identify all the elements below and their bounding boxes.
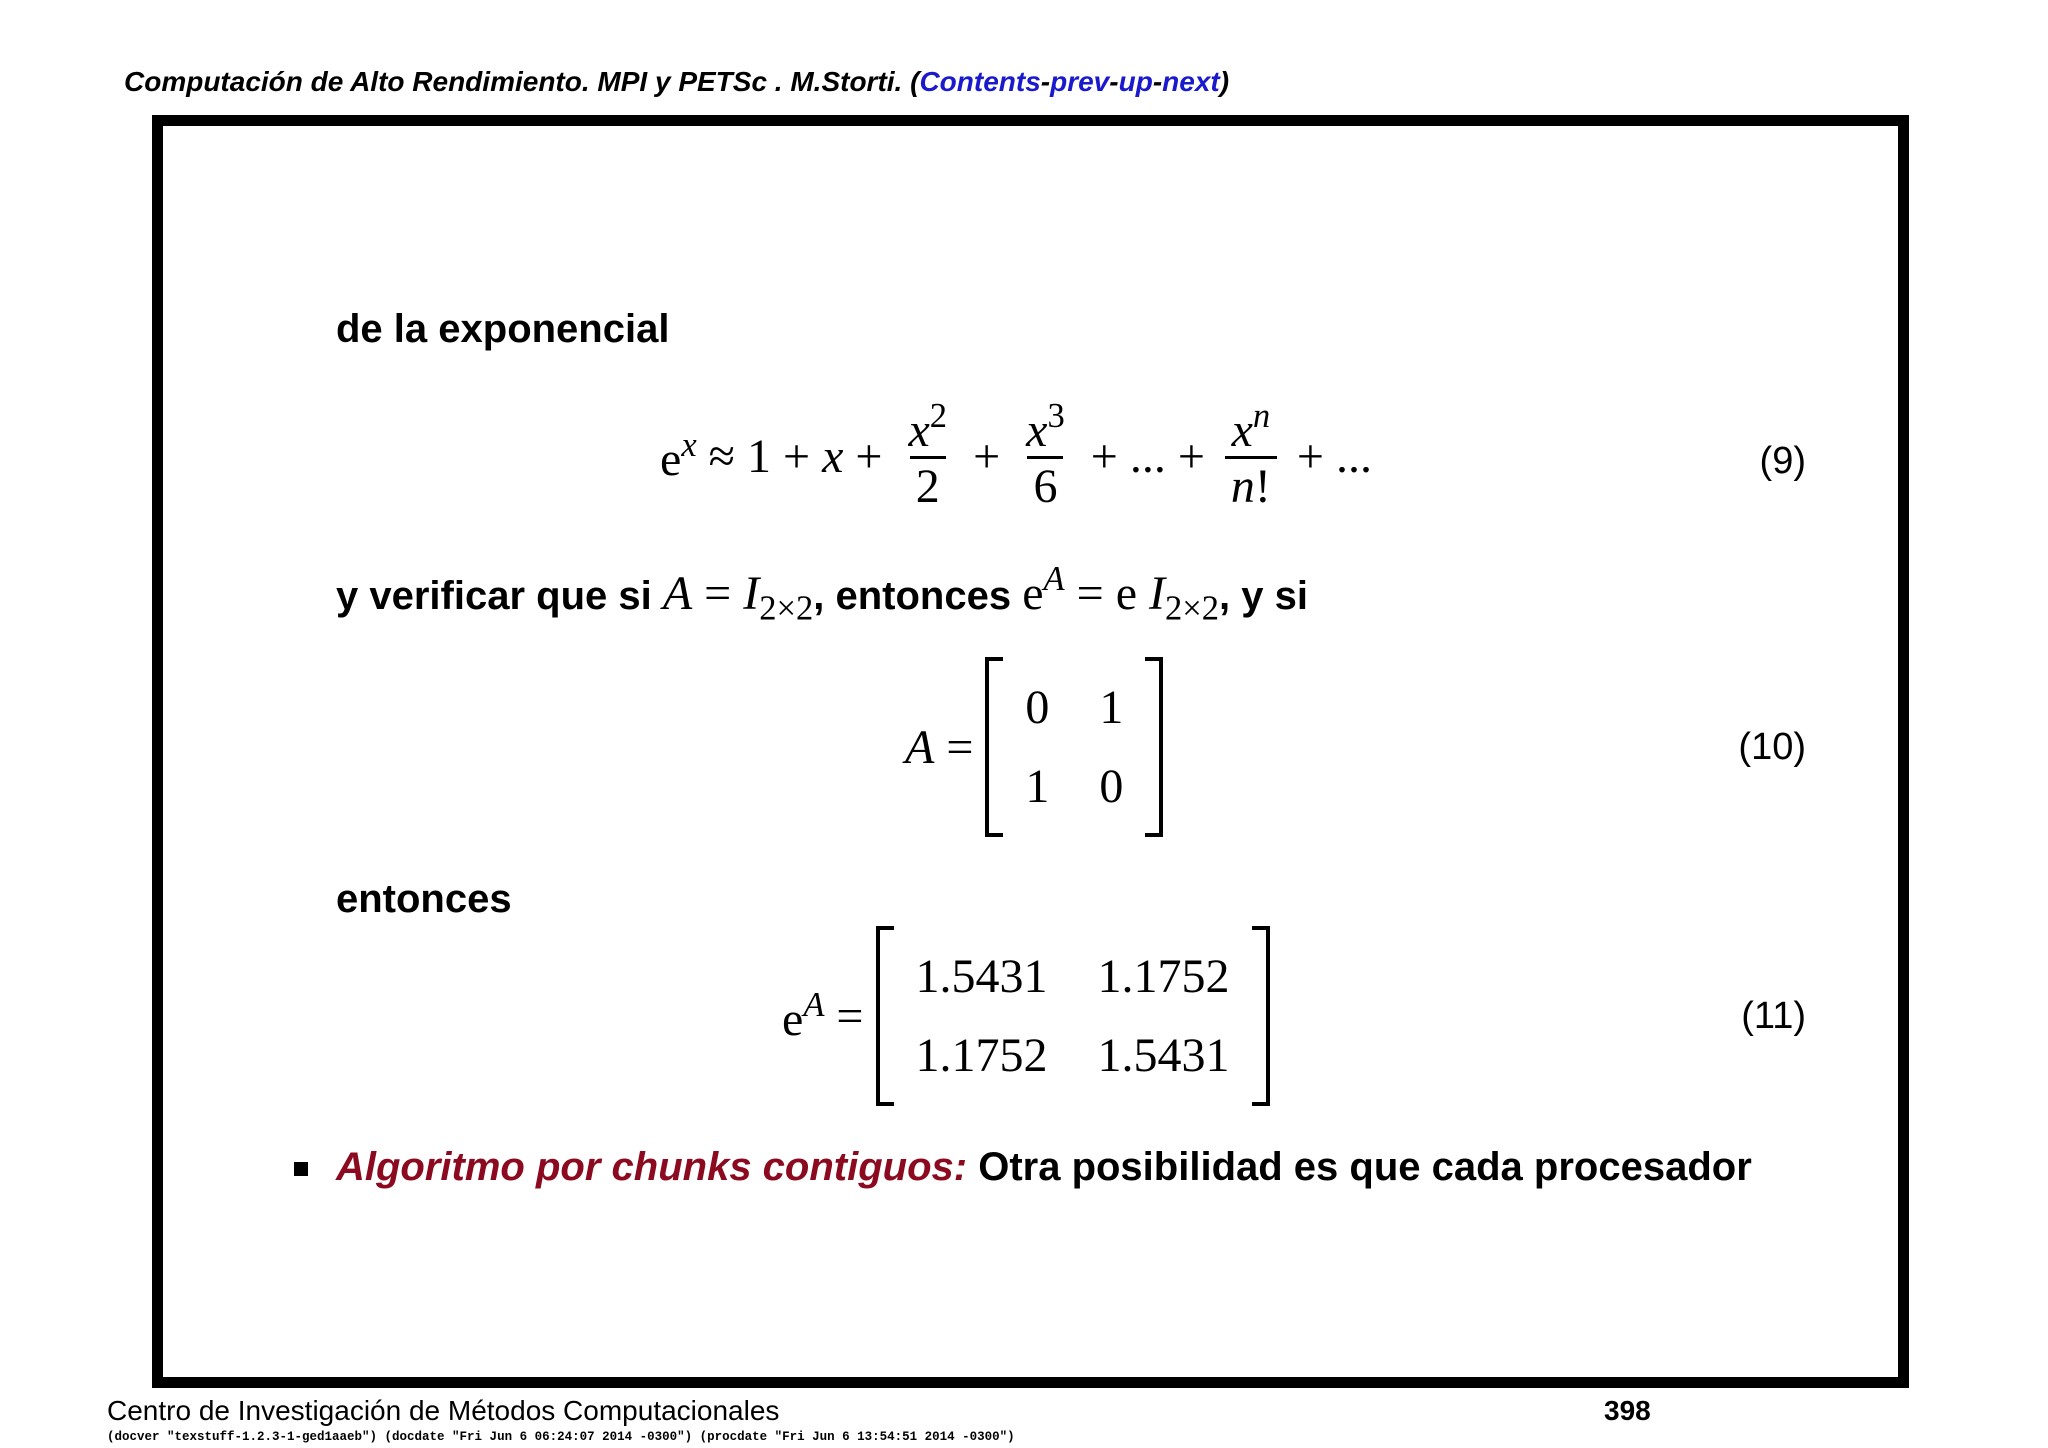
eq9-dots: ... (1129, 429, 1166, 483)
line2-part2: , entonces (813, 574, 1023, 618)
nav-next-link[interactable]: next (1162, 66, 1220, 97)
eq9-plus: + (1177, 429, 1205, 483)
equation-number-10: (10) (1738, 726, 1806, 768)
equation-11 (782, 926, 1270, 1106)
eq9-plus: + (973, 429, 1001, 483)
eq9-plus: + (1296, 429, 1324, 483)
line2-math-2: $e^A = e$ $I_{2\times 2}$ (1022, 560, 1220, 628)
text-verificar (336, 560, 1308, 628)
bullet-highlight: Algoritmo por chunks contiguos: (336, 1145, 968, 1189)
eq9-approx: ≈ (708, 429, 735, 483)
eq10-equals: = (946, 720, 974, 774)
eq11-equals: = (836, 989, 864, 1043)
matrix-A (1003, 680, 1145, 814)
matrix-cell: 1.5431 (1097, 1029, 1230, 1082)
eq10-lhs: A (905, 720, 935, 774)
eq9-plus: + (1090, 429, 1118, 483)
matrix-right-bracket (1252, 926, 1270, 1106)
eq11-lhs: $e^A$ (782, 985, 825, 1046)
matrix-cell: 1.1752 (1097, 950, 1230, 1003)
line2-part1: y verificar que si (336, 574, 663, 618)
eq9-one: 1 (747, 429, 771, 483)
nav-separator: - (1152, 66, 1163, 97)
line2-math-1: $A = I_{2\times 2}$ (662, 567, 814, 628)
matrix-left-bracket (876, 926, 894, 1106)
matrix-cell: 1.1752 (915, 1029, 1048, 1082)
footer-page-number: 398 (1604, 1395, 1651, 1426)
header-close-paren: ) (1219, 66, 1230, 97)
matrix-eA (894, 949, 1252, 1083)
eq9-plus: + (783, 429, 811, 483)
bullet-square-icon (294, 1162, 308, 1176)
nav-separator: - (1109, 66, 1119, 97)
nav-up-link[interactable]: up (1118, 66, 1153, 97)
eq9-term-xn: $\frac{x^n}{n!}$ (1225, 398, 1277, 515)
equation-10 (905, 657, 1163, 837)
eq9-term-x2: $\frac{x^2}{2}$ (908, 396, 948, 514)
nav-contents-link[interactable]: Contents (919, 66, 1041, 97)
header-title: Computación de Alto Rendimiento. MPI y PETSc . M.Storti. ( (124, 66, 920, 97)
eq9-term-x3: $\frac{x^3}{6}$ (1026, 396, 1065, 514)
text-de-la-exponencial: de la exponencial (336, 307, 670, 351)
text-entonces: entonces (336, 877, 512, 921)
bullet-text: Otra posibilidad es que cada procesador (967, 1145, 1752, 1189)
line2-part3: , y si (1219, 574, 1308, 618)
page-header (124, 66, 1229, 98)
footer-institution: Centro de Investigación de Métodos Computacionales (107, 1395, 780, 1426)
equation-number-9: (9) (1759, 440, 1806, 482)
matrix-cell: 1.5431 (915, 950, 1048, 1003)
nav-prev-link[interactable]: prev (1050, 66, 1110, 97)
matrix-cell: 0 (1025, 681, 1050, 734)
eq9-lhs: $e^x$ (660, 425, 697, 486)
matrix-left-bracket (985, 657, 1003, 837)
eq9-plus: + (855, 429, 883, 483)
nav-separator: - (1040, 66, 1051, 97)
bullet-item (336, 1145, 1752, 1190)
matrix-right-bracket (1145, 657, 1163, 837)
eq9-x: x (822, 429, 844, 483)
eq9-dots: ... (1335, 429, 1372, 483)
matrix-cell: 1 (1099, 681, 1124, 734)
matrix-cell: 0 (1099, 760, 1124, 813)
footer-version-meta: (docver "texstuff-1.2.3-1-ged1aaeb") (docdate "Fri Jun 6 06:24:07 2014 -0300") (procdate "Fri Jun 6 13:54:51 2014 -0300") (107, 1430, 1015, 1444)
matrix-cell: 1 (1025, 760, 1050, 813)
equation-number-11: (11) (1741, 995, 1806, 1037)
equation-9 (660, 395, 1372, 517)
